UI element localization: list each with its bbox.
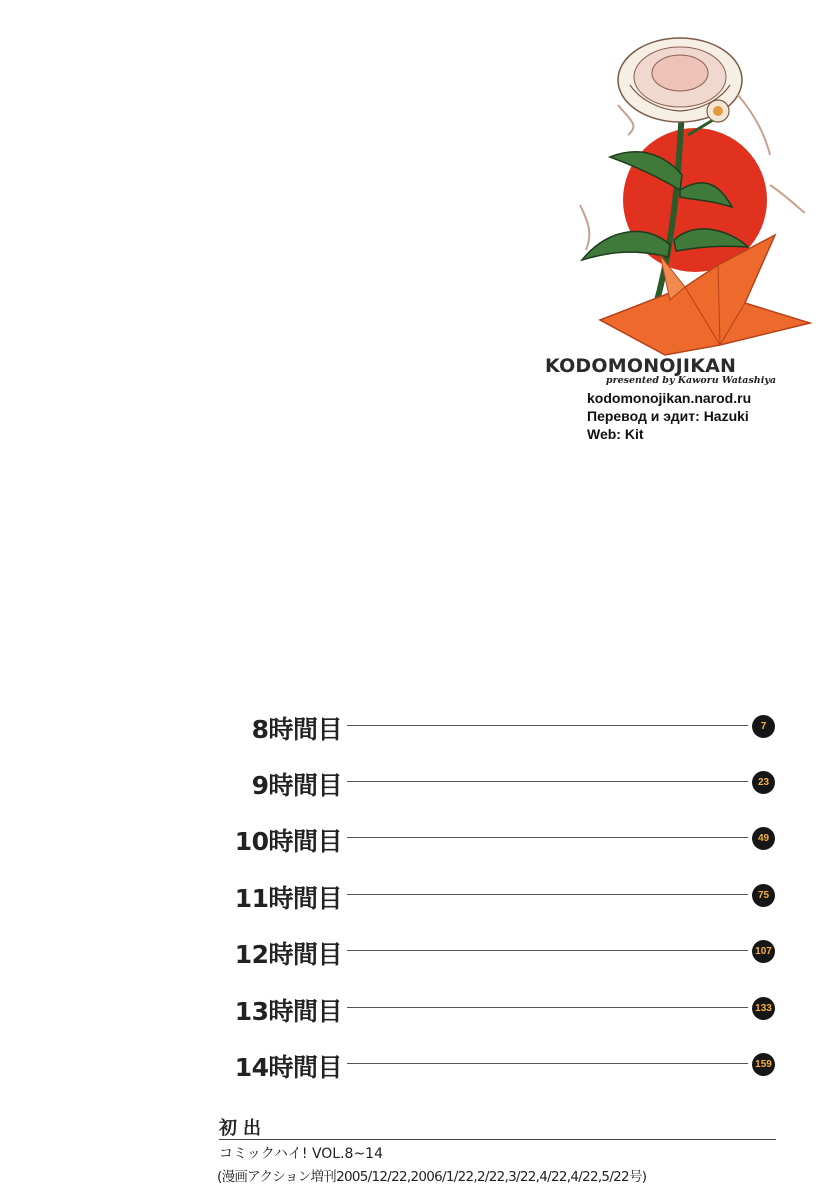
toc-row bbox=[0, 875, 828, 915]
toc-row bbox=[0, 706, 828, 746]
page-number-badge: 159 bbox=[752, 1053, 775, 1076]
chapter-label: 13時間目 bbox=[234, 997, 342, 1026]
toc-row bbox=[0, 988, 828, 1028]
page-number-badge: 23 bbox=[752, 771, 775, 794]
leader-line bbox=[347, 950, 748, 951]
page-number-badge: 49 bbox=[752, 827, 775, 850]
website-credit: kodomonojikan.narod.ru bbox=[587, 390, 752, 406]
first-publication-heading: 初出 bbox=[219, 1118, 267, 1139]
series-title: KODOMONOJIKAN bbox=[545, 355, 737, 377]
leader-line bbox=[347, 725, 748, 726]
author-byline: presented by Kaworu Watashiya bbox=[605, 375, 776, 386]
leader-line bbox=[347, 781, 748, 782]
divider bbox=[219, 1139, 776, 1140]
chapter-label: 12時間目 bbox=[234, 940, 342, 969]
translator-credit: Перевод и эдит: Hazuki bbox=[587, 408, 749, 424]
page-number-badge: 107 bbox=[752, 940, 775, 963]
cover-artwork bbox=[570, 25, 820, 360]
leader-line bbox=[347, 1007, 748, 1008]
page-number-badge: 133 bbox=[752, 997, 775, 1020]
toc-row bbox=[0, 1044, 828, 1084]
leader-line bbox=[347, 1063, 748, 1064]
chapter-label: 9時間目 bbox=[251, 771, 342, 800]
toc-row bbox=[0, 818, 828, 858]
magazine-info: コミックハイ! VOL.8~14 bbox=[219, 1146, 383, 1162]
chapter-label: 11時間目 bbox=[234, 884, 342, 913]
chapter-label: 10時間目 bbox=[234, 827, 342, 856]
chapter-label: 8時間目 bbox=[251, 715, 342, 744]
toc-row bbox=[0, 931, 828, 971]
page-number-badge: 7 bbox=[752, 715, 775, 738]
leader-line bbox=[347, 837, 748, 838]
toc-row bbox=[0, 762, 828, 802]
page-number-badge: 75 bbox=[752, 884, 775, 907]
chapter-label: 14時間目 bbox=[234, 1053, 342, 1082]
leader-line bbox=[347, 894, 748, 895]
issue-dates: (漫画アクション増刊2005/12/22,2006/1/22,2/22,3/22,4/22,4/22,5/22号) bbox=[217, 1169, 647, 1185]
web-credit: Web: Kit bbox=[587, 426, 644, 442]
